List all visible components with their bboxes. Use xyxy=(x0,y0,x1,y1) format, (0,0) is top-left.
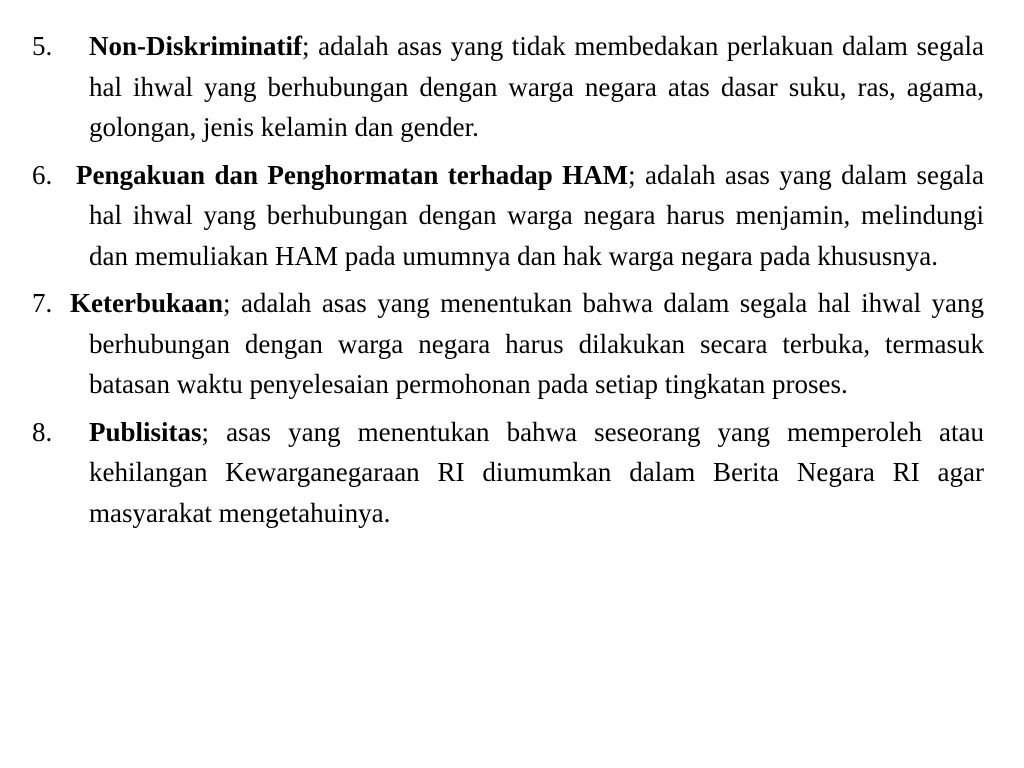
list-item xyxy=(32,26,984,148)
item-number: 5. xyxy=(32,31,53,61)
item-description: ; adalah asas yang menentukan bahwa dalam segala hal ihwal yang berhubungan dengan warga negara harus dilakukan secara terbuka, termasuk batasan waktu penyelesaian permohonan pada setiap tingkatan proses. xyxy=(89,288,984,399)
item-term: Pengakuan dan Penghormatan terhadap HAM xyxy=(76,159,629,190)
list-item xyxy=(32,283,984,405)
item-description: ; adalah asas yang tidak membedakan perlakuan dalam segala hal ihwal yang berhubungan dengan warga negara atas dasar suku, ras, agama, golongan, jenis kelamin dan gender. xyxy=(89,31,984,142)
item-description: ; asas yang menentukan bahwa seseorang yang memperoleh atau kehilangan Kewarganegaraan RI diumumkan dalam Berita Negara RI agar masyarakat mengetahuinya. xyxy=(89,416,984,528)
item-term: Publisitas xyxy=(89,416,202,447)
item-number: 6. xyxy=(32,159,53,190)
item-description: ; adalah asas yang dalam segala hal ihwal yang berhubungan dengan warga negara harus menjamin, melindungi dan memuliakan HAM pada umumnya dan hak warga negara pada khususnya. xyxy=(89,159,984,271)
item-term: Keterbukaan xyxy=(70,288,224,318)
item-number: 7. xyxy=(32,288,53,318)
list-item xyxy=(32,155,984,277)
list-item xyxy=(32,412,984,534)
principles-list xyxy=(32,26,984,540)
item-number: 8. xyxy=(32,416,53,447)
item-term: Non-Diskriminatif xyxy=(89,31,303,61)
